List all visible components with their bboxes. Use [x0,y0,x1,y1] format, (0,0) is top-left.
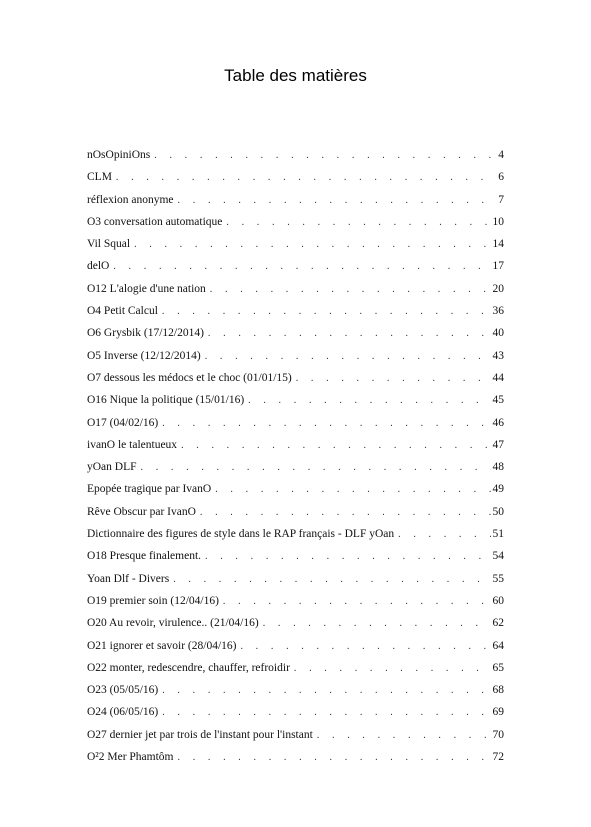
toc-entry-title: Vil Squal [87,238,131,251]
toc-entry[interactable] [87,616,504,638]
toc-entry-title: O20 Au revoir, virulence.. (21/04/16) [87,617,259,630]
toc-leader-dots [200,506,491,520]
toc-entry-page: 47 [492,438,504,451]
toc-leader-dots [248,394,490,408]
toc-entry[interactable] [87,215,504,237]
toc-entry[interactable] [87,572,504,594]
toc-entry[interactable] [87,683,504,705]
page-title: Table des matières [224,66,367,85]
toc-entry-page: 46 [492,416,504,429]
toc-entry[interactable] [87,349,504,371]
toc-leader-dots [134,238,490,252]
toc-leader-dots [296,372,491,386]
toc-entry-page: 6 [498,171,504,184]
toc-entry[interactable] [87,639,504,661]
toc-entry-title: O²2 Mer Phamtôm [87,751,174,764]
toc-entry-page: 44 [492,371,504,384]
toc-leader-dots [178,194,497,208]
toc-entry[interactable] [87,193,504,215]
toc-entry-page: 65 [492,661,504,674]
toc-entry-title: Rêve Obscur par IvanO [87,505,196,518]
toc-entry-title: CLM [87,171,112,184]
toc-entry-page: 10 [492,215,504,228]
toc-entry-title: O21 ignorer et savoir (28/04/16) [87,639,237,652]
toc-entry[interactable] [87,259,504,281]
toc-entry-page: 36 [492,305,504,318]
toc-leader-dots [205,350,491,364]
toc-entry-page: 51 [492,528,504,541]
toc-leader-dots [162,684,490,698]
toc-leader-dots [205,550,490,564]
toc-entry-title: O3 conversation automatique [87,215,223,228]
toc-entry[interactable] [87,393,504,415]
toc-entry-title: nOsOpiniOns [87,149,151,161]
toc-entry[interactable] [87,282,504,304]
toc-entry-page: 43 [492,349,504,362]
toc-entry-title: O4 Petit Calcul [87,305,158,318]
toc-leader-dots [116,171,496,185]
toc-entry[interactable] [87,505,504,527]
toc-entry-page: 14 [492,238,504,251]
toc-entry-title: O17 (04/02/16) [87,416,159,429]
toc-entry[interactable] [87,482,504,504]
toc-entry-page: 7 [498,193,504,206]
toc-leader-dots [223,595,491,609]
toc-leader-dots [398,528,490,542]
toc-leader-dots [240,640,490,654]
toc-entry-page: 45 [492,394,504,407]
toc-entry[interactable] [87,170,504,192]
toc-entry[interactable] [87,460,504,482]
toc-leader-dots [263,617,491,631]
toc-entry-title: O6 Grysbik (17/12/2014) [87,327,204,340]
toc-entry-page: 68 [492,684,504,697]
toc-entry[interactable] [87,371,504,393]
toc-entry[interactable] [87,661,504,683]
toc-entry[interactable] [87,416,504,438]
toc-entry[interactable] [87,527,504,549]
toc-leader-dots [162,706,490,720]
toc-entry-page: 54 [492,550,504,563]
toc-entry-page: 17 [492,260,504,273]
toc-leader-dots [215,483,490,497]
toc-entry-page: 40 [492,327,504,340]
toc-entry-page: 49 [492,483,504,496]
toc-entry[interactable] [87,304,504,326]
toc-entry-title: delO [87,260,110,273]
toc-entry-page: 55 [492,572,504,585]
toc-leader-dots [173,573,490,587]
toc-entry-title: ivanO le talentueux [87,438,178,451]
toc-entry-title: Yoan Dlf - Divers [87,572,170,585]
toc-leader-dots [181,439,490,453]
toc-entry-page: 4 [498,149,504,161]
toc-entry-title: O18 Presque finalement. [87,550,202,563]
toc-leader-dots [162,305,491,319]
toc-leader-dots [141,461,491,475]
toc-entry-page: 60 [492,594,504,607]
toc-leader-dots [317,729,491,743]
toc-leader-dots [113,260,490,274]
toc-entry[interactable] [87,326,504,348]
toc-entry-title: O27 dernier jet par trois de l'instant pour l'instant [87,728,313,741]
toc-entry[interactable] [87,750,504,772]
toc-entry[interactable] [87,148,504,170]
toc-entry-title: O16 Nique la politique (15/01/16) [87,394,245,407]
toc-entry-title: O19 premier soin (12/04/16) [87,594,219,607]
toc-leader-dots [208,327,491,341]
toc-entry[interactable] [87,594,504,616]
toc-entry-title: réflexion anonyme [87,193,174,206]
toc-leader-dots [226,216,490,230]
toc-entry[interactable] [87,237,504,259]
toc-entry-page: 48 [492,461,504,474]
toc-leader-dots [178,751,491,765]
toc-entry-page: 64 [492,639,504,652]
toc-entry-title: O23 (05/05/16) [87,684,159,697]
toc-entry[interactable] [87,728,504,750]
toc-leader-dots [210,283,491,297]
toc-entry-page: 70 [492,728,504,741]
toc-entry-title: O7 dessous les médocs et le choc (01/01/15) [87,371,292,384]
toc-entry-title: O5 Inverse (12/12/2014) [87,349,201,362]
toc-entry-page: 20 [492,282,504,295]
toc-entry-title: yOan DLF [87,461,137,474]
toc-entry[interactable] [87,705,504,727]
toc-entry-page: 62 [492,617,504,630]
table-of-contents [87,148,504,772]
toc-leader-dots [294,662,491,676]
toc-leader-dots [162,417,490,431]
toc-entry-title: O12 L'alogie d'une nation [87,282,206,295]
toc-entry[interactable] [87,438,504,460]
toc-entry-title: Epopée tragique par IvanO [87,483,212,496]
toc-leader-dots [154,149,496,163]
toc-entry-page: 72 [492,751,504,764]
toc-entry-title: O22 monter, redescendre, chauffer, refroidir [87,661,290,674]
toc-entry[interactable] [87,549,504,571]
toc-entry-title: Dictionnaire des figures de style dans le RAP français - DLF yOan [87,528,395,541]
toc-entry-title: O24 (06/05/16) [87,706,159,719]
toc-entry-page: 69 [492,706,504,719]
toc-entry-page: 50 [492,505,504,518]
